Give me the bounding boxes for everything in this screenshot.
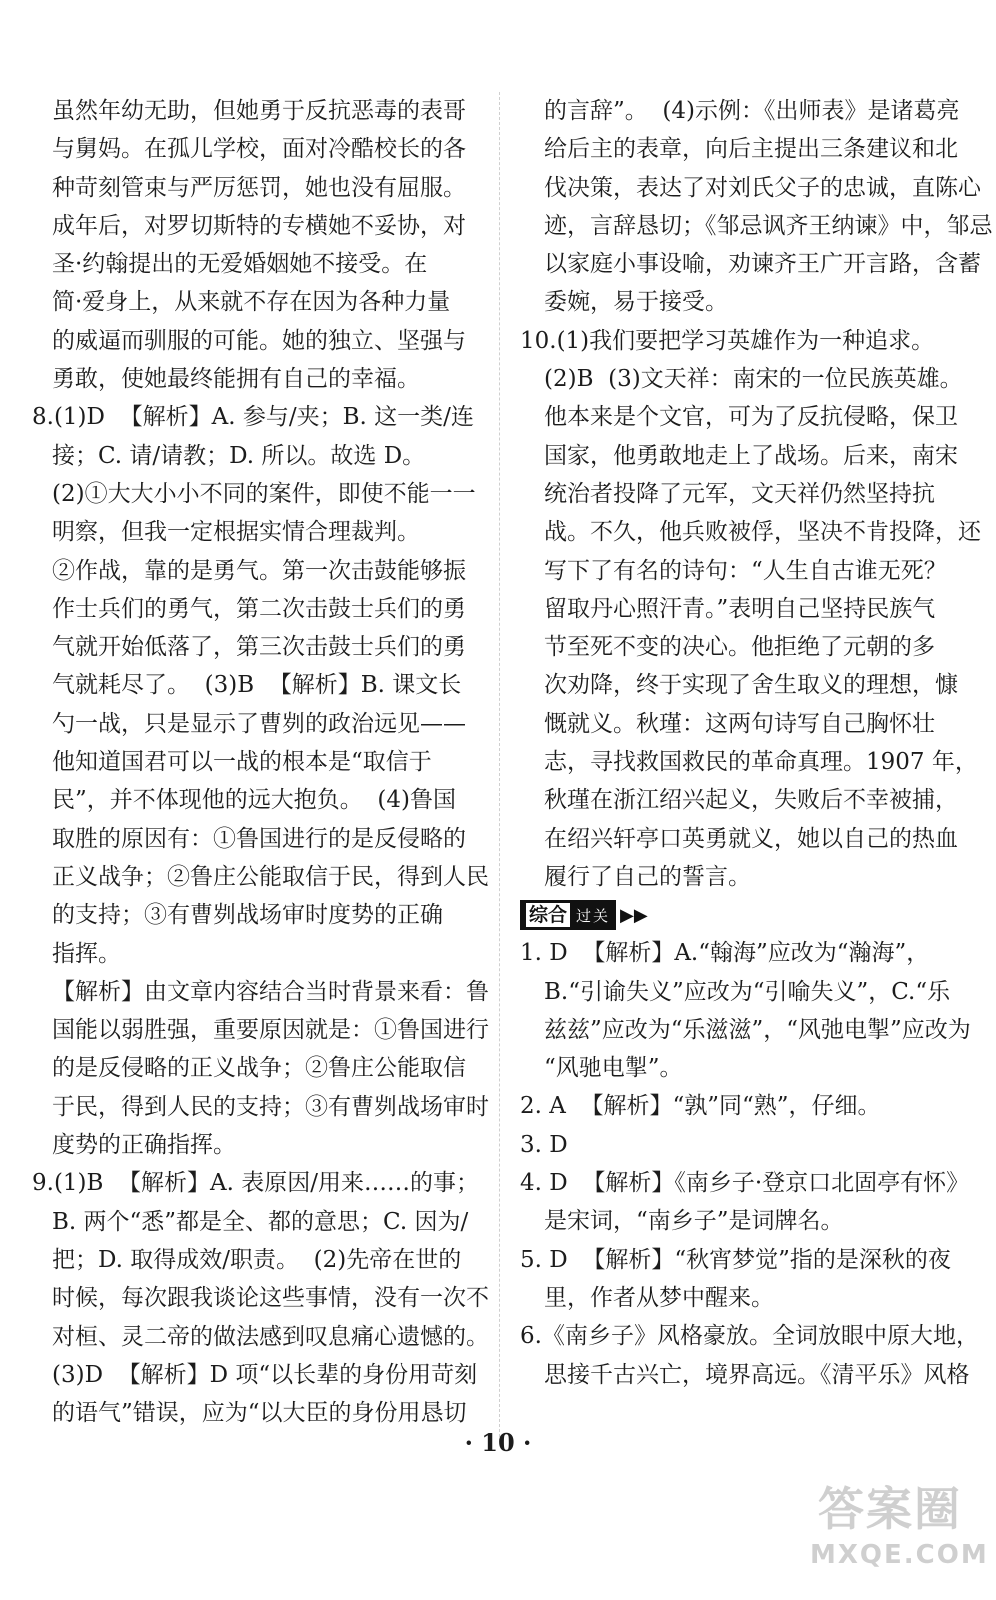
text-line: B. 两个“悉”都是全、都的意思；C. 因为/ (52, 1208, 469, 1235)
text-line: B.“引谕失义”应改为“引喻失义”，C.“乐 (544, 978, 951, 1005)
text-line: (2)①大大小小不同的案件，即使不能一一 (52, 480, 476, 507)
column-divider (499, 92, 500, 1442)
text-line: 的言辞”。 (4)示例：《出师表》是诸葛亮 (544, 98, 960, 124)
text-line: 委婉，易于接受。 (544, 289, 728, 316)
text-line: 【解析】由文章内容结合当时背景来看：鲁 (52, 978, 489, 1005)
text-line: 正义战争；②鲁庄公能取信于民，得到人民 (52, 863, 489, 890)
text-line: 国家，他勇敢地走上了战场。后来，南宋 (544, 442, 958, 469)
text-line: 时候，每次跟我谈论这些事情，没有一次不 (52, 1285, 489, 1312)
question-8-line: 8.(1)D 【解析】A. 参与/夹；B. 这一类/连 (32, 404, 474, 431)
text-line: 种苛刻管束与严厉惩罚，她也没有屈服。 (52, 174, 466, 201)
answer-3-line: 3. D (520, 1131, 568, 1158)
text-line: 气就耗尽了。 (3)B 【解析】B. 课文长 (52, 672, 462, 699)
text-line: 思接千古兴亡，境界高远。《清平乐》风格 (544, 1361, 970, 1388)
text-line: (3)D 【解析】D 项“以长辈的身份用苛刻 (52, 1361, 478, 1388)
section-badge-box (520, 900, 616, 930)
text-line: 勇敢，使她最终能拥有自己的幸福。 (52, 366, 420, 393)
text-line: 的语气”错误，应为“以大臣的身份用恳切 (52, 1400, 467, 1427)
answer-6-line: 6.《南乡子》风格豪放。全词放眼中原大地， (520, 1323, 979, 1350)
section-header-badge (520, 896, 960, 934)
text-line: 统治者投降了元军，文天祥仍然坚持抗 (544, 480, 935, 507)
text-line: 取胜的原因有：①鲁国进行的是反侵略的 (52, 825, 466, 852)
text-line: 迹，言辞恳切；《邹忌讽齐王纳谏》中，邹忌 (544, 212, 993, 239)
text-line: 民”，并不体现他的远大抱负。 (4)鲁国 (52, 787, 456, 814)
watermark-logo (810, 1480, 989, 1590)
left-column (32, 92, 489, 1432)
text-line: 把；D. 取得成效/职责。 (2)先帝在世的 (52, 1246, 462, 1273)
question-9-line: 9.(1)B 【解析】A. 表原因/用来……的事； (32, 1170, 480, 1197)
double-arrow-icon: ▶▶ (620, 904, 648, 926)
text-line: 伐决策，表达了对刘氏父子的忠诚，直陈心 (544, 174, 981, 201)
text-line: 与舅妈。在孤儿学校，面对冷酷校长的各 (52, 136, 466, 163)
section-badge-subtitle: 过关 (576, 906, 611, 925)
text-line: 次劝降，终于实现了舍生取义的理想，慷 (544, 672, 958, 699)
text-line: 的威逼而驯服的可能。她的独立、坚强与 (52, 327, 466, 354)
text-line: 圣·约翰提出的无爱婚姻她不接受。在 (52, 251, 428, 278)
text-line: (2)B (3)文天祥：南宋的一位民族英雄。 (544, 366, 963, 393)
answer-4-line: 4. D 【解析】《南乡子·登京口北固亭有怀》 (520, 1170, 970, 1197)
text-line: 他知道国君可以一战的根本是“取信于 (52, 749, 432, 776)
text-line: 兹兹”应改为“乐滋滋”，“风弛电掣”应改为 (544, 1016, 971, 1043)
text-line: 战。不久，他兵败被俘，坚决不肯投降，还 (544, 519, 981, 546)
text-line: 国能以弱胜强，重要原因就是：①鲁国进行 (52, 1017, 489, 1044)
text-line: 作士兵们的勇气，第二次击鼓士兵们的勇 (52, 595, 466, 622)
text-line: 写下了有名的诗句：“人生自古谁无死？ (544, 557, 947, 584)
text-line: 成年后，对罗切斯特的专横她不妥协，对 (52, 212, 466, 239)
watermark-text: 答案圈 (818, 1482, 962, 1536)
text-line: 气就开始低落了，第三次击鼓士兵们的勇 (52, 634, 466, 661)
text-line: 慨就义。秋瑾：这两句诗写自己胸怀壮 (544, 710, 935, 737)
text-line: ②作战，靠的是勇气。第一次击鼓能够振 (52, 557, 466, 584)
text-line: 留取丹心照汗青。”表明自己坚持民族气 (544, 595, 936, 622)
text-line: 的是反侵略的正义战争；②鲁庄公能取信 (52, 1055, 466, 1082)
text-line: 节至死不变的决心。他拒绝了元朝的多 (544, 634, 935, 661)
answer-5-line: 5. D 【解析】“秋宵梦觉”指的是深秋的夜 (520, 1246, 951, 1273)
text-line: 接；C. 请/请教；D. 所以。故选 D。 (52, 442, 426, 469)
text-line: 虽然年幼无助，但她勇于反抗恶毒的表哥 (52, 98, 466, 124)
text-line: 于民，得到人民的支持；③有曹刿战场审时 (52, 1093, 489, 1120)
text-line: “风驰电掣”。 (544, 1055, 683, 1082)
text-line: 秋瑾在浙江绍兴起义，失败后不幸被捕， (544, 787, 958, 814)
text-line: 指挥。 (52, 940, 121, 967)
page-number: · 10 · (464, 1428, 532, 1457)
text-line: 的支持；③有曹刿战场审时度势的正确 (52, 902, 443, 929)
text-line: 对桓、灵二帝的做法感到叹息痛心遗憾的。 (52, 1323, 489, 1350)
text-line: 他本来是个文官，可为了反抗侵略，保卫 (544, 404, 958, 431)
text-line: 履行了自己的誓言。 (544, 863, 751, 890)
text-line: 勺一战，只是显示了曹刿的政治远见—— (52, 710, 466, 737)
text-line: 简·爱身上，从来就不存在因为各种力量 (52, 289, 451, 316)
right-column (520, 92, 993, 1394)
text-line: 志，寻找救国救民的革命真理。1907 年， (544, 749, 978, 776)
section-badge-title: 综合 (524, 901, 572, 929)
text-line: 度势的正确指挥。 (52, 1132, 236, 1159)
text-line: 明察，但我一定根据实情合理裁判。 (52, 519, 420, 546)
text-line: 给后主的表章，向后主提出三条建议和北 (544, 136, 958, 163)
watermark-url: MXQE.COM (810, 1540, 989, 1570)
text-line: 是宋词，“南乡子”是词牌名。 (544, 1208, 844, 1235)
question-10-line: 10.(1)我们要把学习英雄作为一种追求。 (520, 327, 935, 354)
answer-2-line: 2. A 【解析】“孰”同“熟”，仔细。 (520, 1093, 881, 1120)
text-line: 在绍兴轩亭口英勇就义，她以自己的热血 (544, 825, 958, 852)
answer-1-line: 1. D 【解析】A.“翰海”应改为“瀚海”， (520, 940, 930, 967)
text-line: 以家庭小事设喻，劝谏齐王广开言路，含蓄 (544, 251, 981, 278)
text-line: 里，作者从梦中醒来。 (544, 1284, 774, 1311)
